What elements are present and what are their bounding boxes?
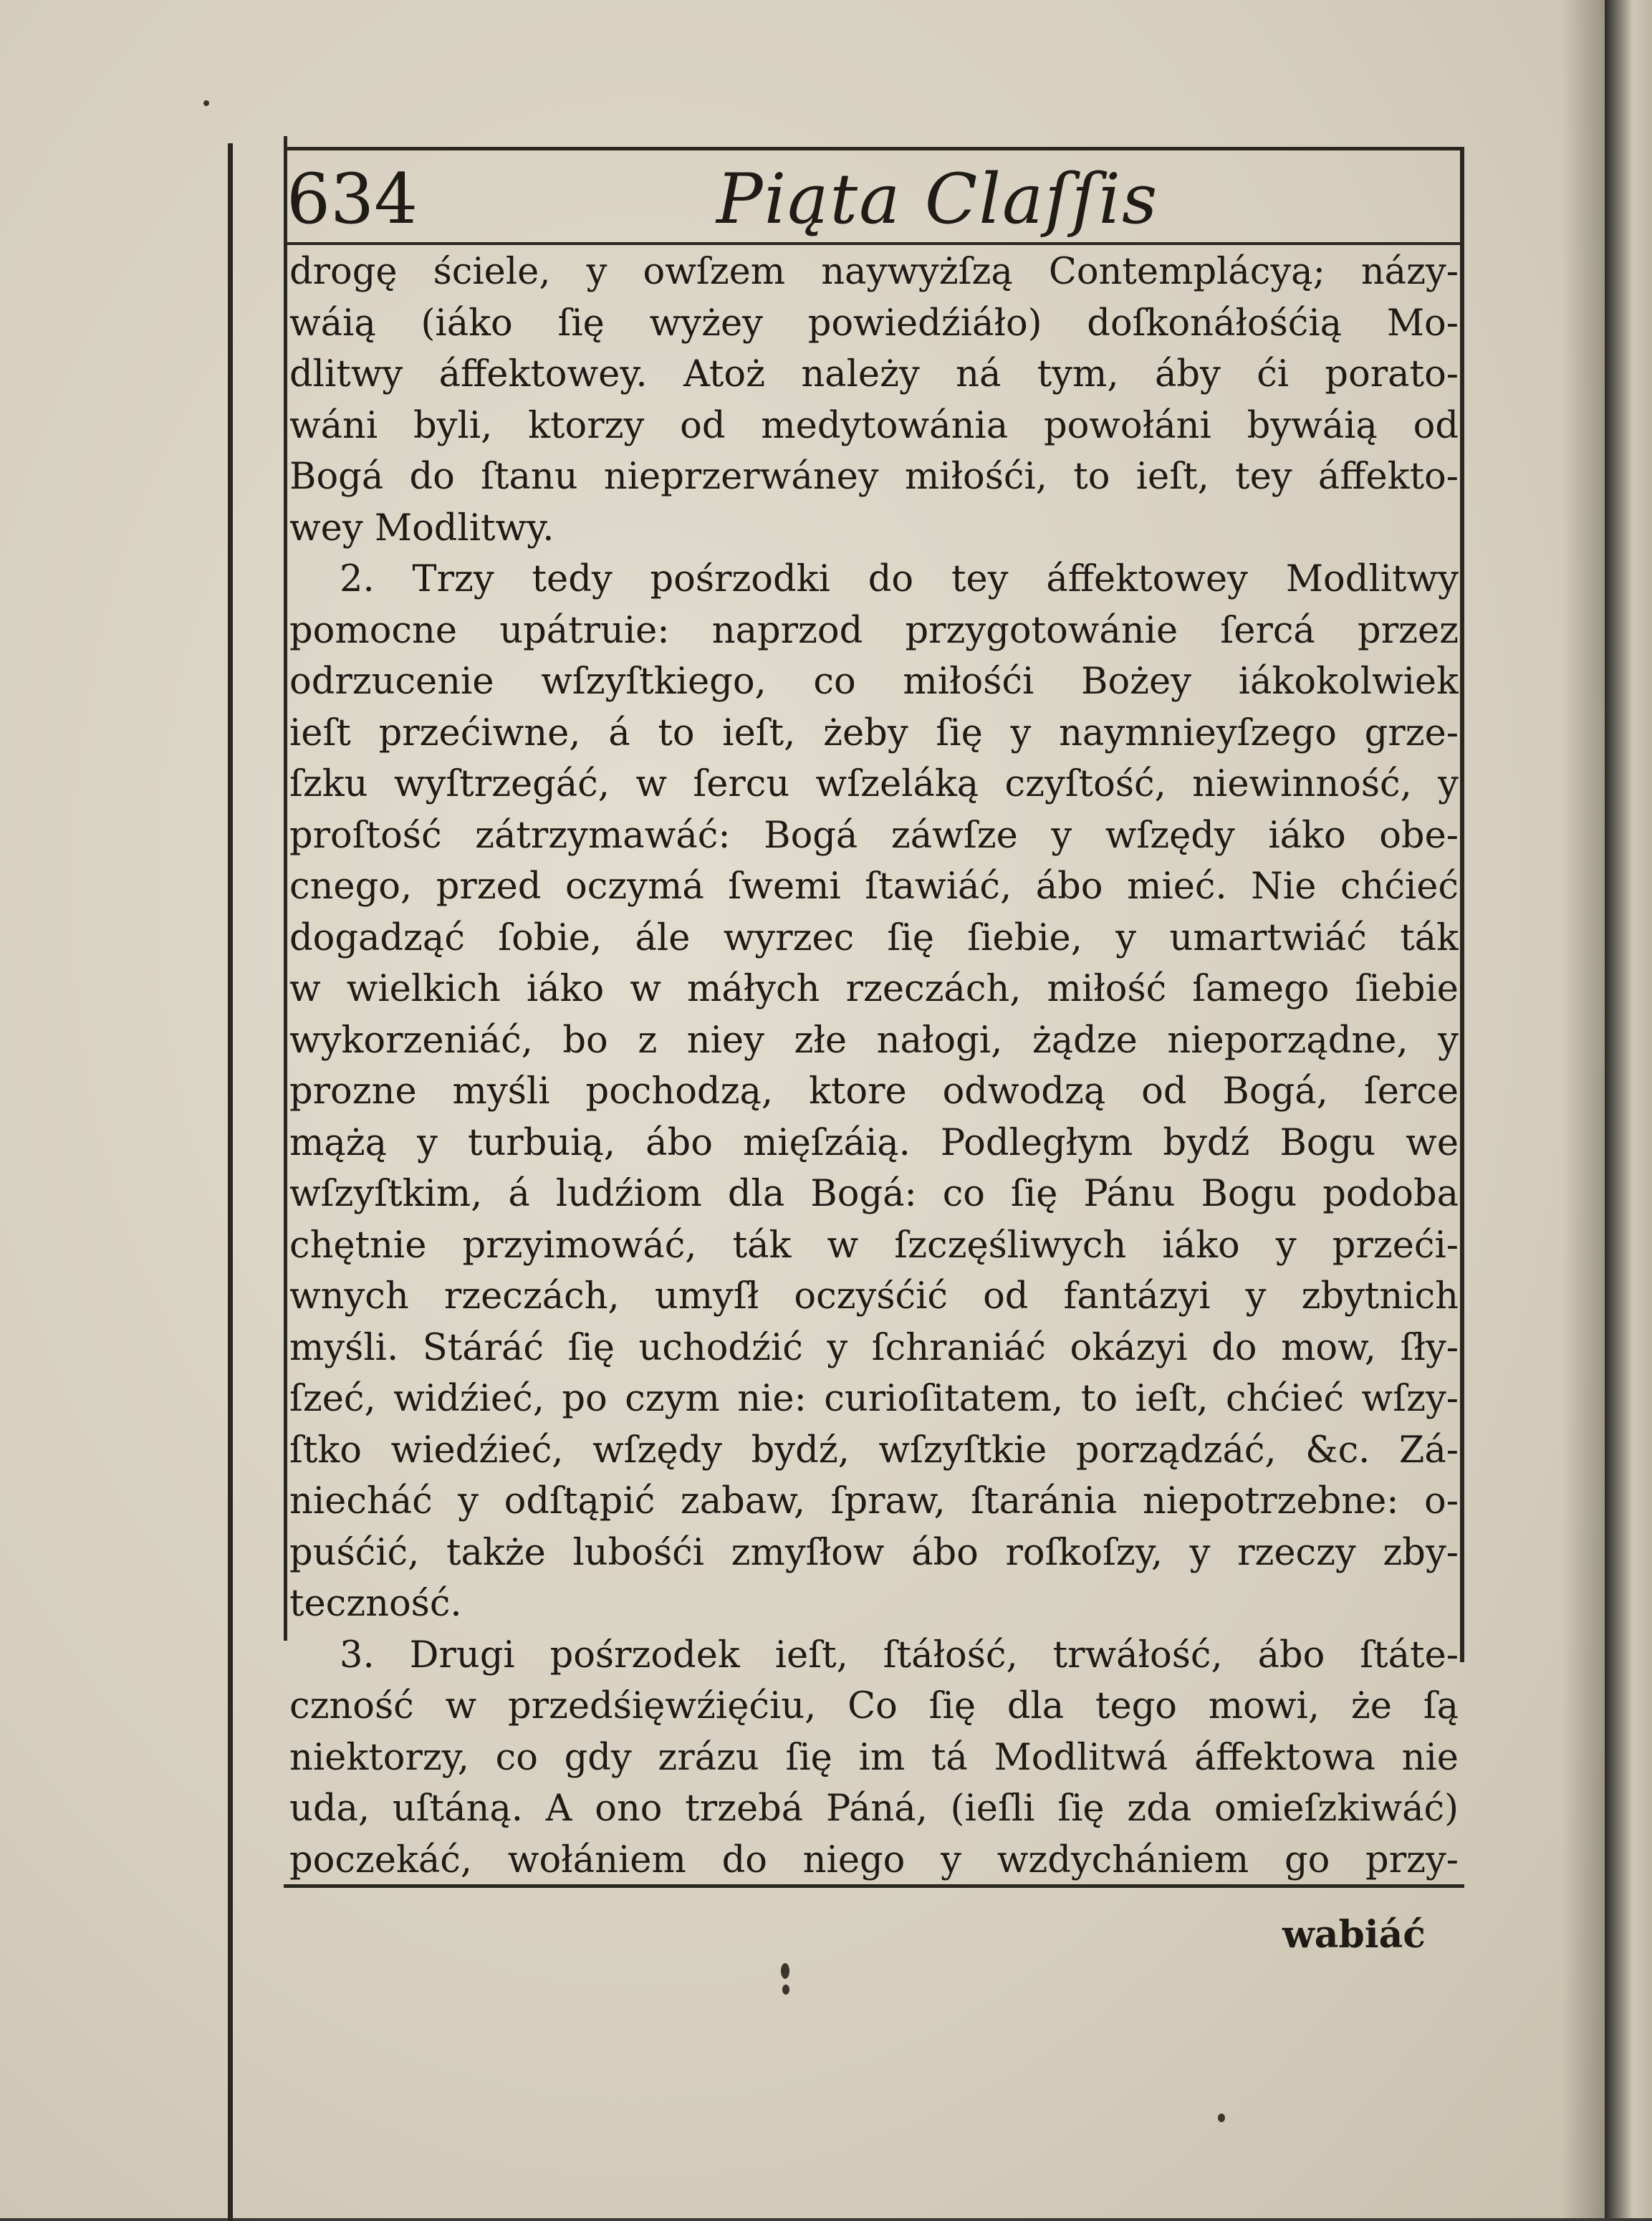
- ink-speck: [781, 1963, 789, 1979]
- page-header: [287, 156, 1454, 242]
- text-line: mążą y turbuią, ábo mięſzáią. Podległym bydź Bogu we: [289, 1121, 1459, 1164]
- left-outer-rule: [228, 143, 233, 2221]
- text-line: teczność.: [289, 1583, 462, 1625]
- left-inner-rule: [284, 136, 287, 1641]
- text-line: ſzeć, widźieć, po czym nie: curioſitatem, to ieſt, chćieć wſzy-: [289, 1378, 1459, 1420]
- text-line: pomocne upátruie: naprzod przygotowánie ſercá przez: [289, 609, 1459, 652]
- ink-speck: [1218, 2114, 1225, 2122]
- text-line: ſzku wyſtrzegáć, w ſercu wſzeláką czyſtość, niewinność, y: [289, 763, 1459, 805]
- text-line: 3. Drugi pośrzodek ieſt, ſtáłość, trwáłość, ábo ſtáte-: [340, 1634, 1459, 1676]
- catchword: wabiáć: [1282, 1913, 1426, 1957]
- text-line: myśli. Stáráć ſię uchodźić y ſchraniáć okázyi do mow, ſły-: [289, 1326, 1459, 1369]
- ink-speck: [203, 100, 209, 106]
- text-line: chętnie przyimowáć, ták w ſzczęśliwych iáko y przeći-: [289, 1224, 1459, 1267]
- text-line: wſzyſtkim, á ludźiom dla Bogá: co ſię Pánu Bogu podoba: [289, 1173, 1459, 1215]
- text-line: wykorzeniáć, bo z niey złe nałogi, żądze nieporządne, y: [289, 1019, 1459, 1062]
- page-number: 634: [287, 159, 418, 239]
- text-line: 2. Trzy tedy pośrzodki do tey áffektowey Modlitwy: [340, 558, 1459, 600]
- text-line: ieſt przećiwne, á to ieſt, żeby ſię y naymnieyſzego grze-: [289, 711, 1459, 754]
- text-line: drogę ściele, y owſzem naywyżſzą Contemplácyą; názy-: [289, 251, 1459, 293]
- text-line: Bogá do ſtanu nieprzerwáney miłośći, to ieſt, tey áffekto-: [289, 456, 1459, 498]
- body-text: [289, 246, 1459, 1886]
- top-rule: [284, 147, 1464, 150]
- text-line: ſtko wiedźieć, wſzędy bydź, wſzyſtkie porządzáć, &c. Zá-: [289, 1429, 1459, 1472]
- text-line: cnego, przed oczymá ſwemi ſtawiáć, ábo mieć. Nie chćieć: [289, 865, 1459, 908]
- text-line: wey Modlitwy.: [289, 507, 554, 550]
- text-line: proſtość zátrzymawáć: Bogá záwſze y wſzędy iáko obe-: [289, 814, 1459, 857]
- text-line: dogadząć ſobie, ále wyrzec ſię ſiebie, y umartwiáć ták: [289, 916, 1459, 959]
- text-line: wnych rzeczách, umyſł oczyśćić od fantázyi y zbytnich: [289, 1275, 1459, 1318]
- running-title: Piąta Claſſis: [716, 159, 1159, 239]
- text-line: dlitwy áffektowey. Atoż należy ná tym, áby ći porato-: [289, 353, 1459, 395]
- header-rule: [284, 242, 1464, 245]
- text-line: puśćić, także lubośći zmyſłow ábo roſkoſzy, y rzeczy zby-: [289, 1531, 1459, 1574]
- text-line: niektorzy, co gdy zrázu ſię im tá Modlitwá áffektowa nie: [289, 1736, 1459, 1779]
- text-line: poczekáć, wołániem do niego y wzdychániem go przy-: [289, 1838, 1459, 1881]
- text-line: niecháć y odſtąpić zabaw, ſpraw, ſtaránia niepotrzebne: o-: [289, 1480, 1459, 1522]
- text-line: odrzucenie wſzyſtkiego, co miłośći Bożey iákokolwiek: [289, 661, 1459, 703]
- text-line: czność w przedśięwźięćiu, Co ſię dla tego mowi, że ſą: [289, 1685, 1459, 1727]
- text-line: uda, uſtáną. A ono trzebá Páná, (ieſli ſię zda omieſzkiwáć): [289, 1788, 1459, 1830]
- ink-speck: [782, 1985, 789, 1995]
- gutter-shadow: [1562, 0, 1605, 2218]
- text-line: prozne myśli pochodzą, ktore odwodzą od Bogá, ſerce: [289, 1070, 1459, 1113]
- text-line: w wielkich iáko w máłych rzeczách, miłość ſamego ſiebie: [289, 968, 1459, 1010]
- right-rule: [1460, 150, 1464, 1662]
- text-line: wáią (iáko ſię wyżey powiedźiáło) doſkonáłośćią Mo-: [289, 302, 1459, 345]
- text-line: wáni byli, ktorzy od medytowánia powołáni bywáią od: [289, 404, 1459, 447]
- adjacent-page-edge: [1605, 0, 1652, 2218]
